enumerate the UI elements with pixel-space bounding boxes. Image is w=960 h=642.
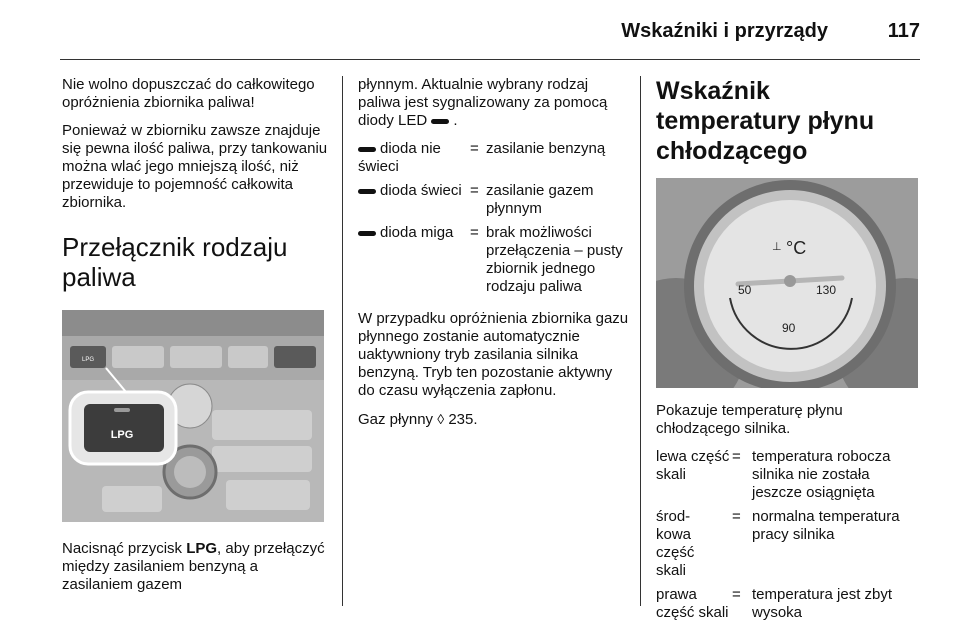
column-divider-2 <box>640 76 641 606</box>
led-intro <box>358 76 630 130</box>
led-intro-end: . <box>453 112 458 129</box>
lpg-label-large: LPG <box>110 429 134 441</box>
gauge-unit: °C <box>786 238 807 258</box>
led-row-eq: = <box>470 182 479 199</box>
section-title-fuel-switch: Przełącznik rodzaju paliwa <box>62 232 288 292</box>
warning-paragraph: Nie wolno dopuszczać do całkowitego opróżnienia zbiornika paliwa! <box>62 76 315 111</box>
led-row-label-text: dioda nie świeci <box>358 140 441 175</box>
led-icon <box>358 189 376 194</box>
column-divider-1 <box>342 76 343 606</box>
photo-caption <box>62 540 328 594</box>
lpg-label-small: LPG <box>81 357 95 363</box>
coolant-gauge-photo <box>656 178 918 388</box>
led-row-label-text: dioda miga <box>380 224 454 241</box>
range-row-value: normalna temperatura pracy silnika <box>752 508 900 543</box>
led-row-label <box>358 224 470 302</box>
page-number: 117 <box>887 20 920 42</box>
reference-page[interactable]: 235. <box>448 411 478 428</box>
lpg-button-photo <box>62 310 324 522</box>
gauge-tick-mid: 90 <box>782 321 796 335</box>
led-row-value: brak możliwości przełączenia – pusty zbiornik jednego rodzaju paliwa <box>486 224 623 295</box>
range-row-label: środ-kowa część skali <box>656 508 695 579</box>
column-left <box>62 76 328 604</box>
caption-text: Nacisnąć przycisk <box>62 540 187 557</box>
led-intro-text: płynnym. Aktualnie wybrany rodzaj paliwa jest sygnalizowany za pomocą diody LED <box>358 76 608 129</box>
range-row-label: prawa część skali <box>656 586 729 621</box>
dashboard-illustration <box>62 310 324 522</box>
gauge-tick-high: 130 <box>816 283 837 297</box>
led-row-label <box>358 140 470 182</box>
gauge-illustration <box>656 178 918 388</box>
led-row-value: zasilanie gazem płynnym <box>486 182 594 217</box>
thermometer-icon: ⊥ <box>772 241 782 253</box>
led-icon <box>358 147 376 152</box>
gauge-range-table <box>656 448 918 628</box>
range-row-label: lewa część skali <box>656 448 730 483</box>
gauge-caption: Pokazuje temperaturę płynu chłodzącego silnika. <box>656 402 843 437</box>
lpg-empty-paragraph: W przypadku opróżnienia zbiornika gazu płynnego zostanie automatycznie uaktywniony tryb zasilania silnika benzyną. Tryb ten pozostanie aktywny do czasu wyłączenia zapłonu. <box>358 310 629 399</box>
column-right <box>656 76 918 628</box>
caption-bold-lpg: LPG <box>186 540 218 557</box>
info-paragraph: Ponieważ w zbiorniku zawsze znajduje się pewna ilość paliwa, przy tankowaniu można wlać jego mniejszą ilość, niż przewiduje to pojemność całkowita zbiornika. <box>62 122 328 211</box>
range-row-value: temperatura jest zbyt wysoka <box>752 586 893 621</box>
header-title: Wskaźniki i przyrządy <box>621 20 828 42</box>
range-row-eq: = <box>732 508 741 525</box>
led-row-eq: = <box>470 224 479 241</box>
cross-reference <box>358 410 630 429</box>
range-row-value: temperatura robocza silnika nie została jeszcze osiągnięta <box>752 448 891 501</box>
led-icon <box>431 119 449 124</box>
led-row-label-text: dioda świeci <box>380 182 462 199</box>
page-header <box>60 0 920 60</box>
led-status-table <box>358 140 630 302</box>
led-row-value: zasilanie benzyną <box>486 140 606 157</box>
section-title-coolant: Wskaźnik temperatury płynu chłodzącego <box>656 77 875 165</box>
page-reference-icon: ◊ <box>437 411 445 427</box>
range-row-eq: = <box>732 448 741 465</box>
range-row-eq: = <box>732 586 741 603</box>
reference-text: Gaz płynny <box>358 411 434 428</box>
caption-text-end: , aby przełączyć między zasilaniem benzyną a zasilaniem gazem <box>62 540 325 593</box>
column-middle <box>358 76 630 439</box>
led-icon <box>358 231 376 236</box>
led-row-eq: = <box>470 140 479 157</box>
header-rule <box>60 59 920 60</box>
led-row-label <box>358 182 470 224</box>
gauge-tick-low: 50 <box>738 283 752 297</box>
